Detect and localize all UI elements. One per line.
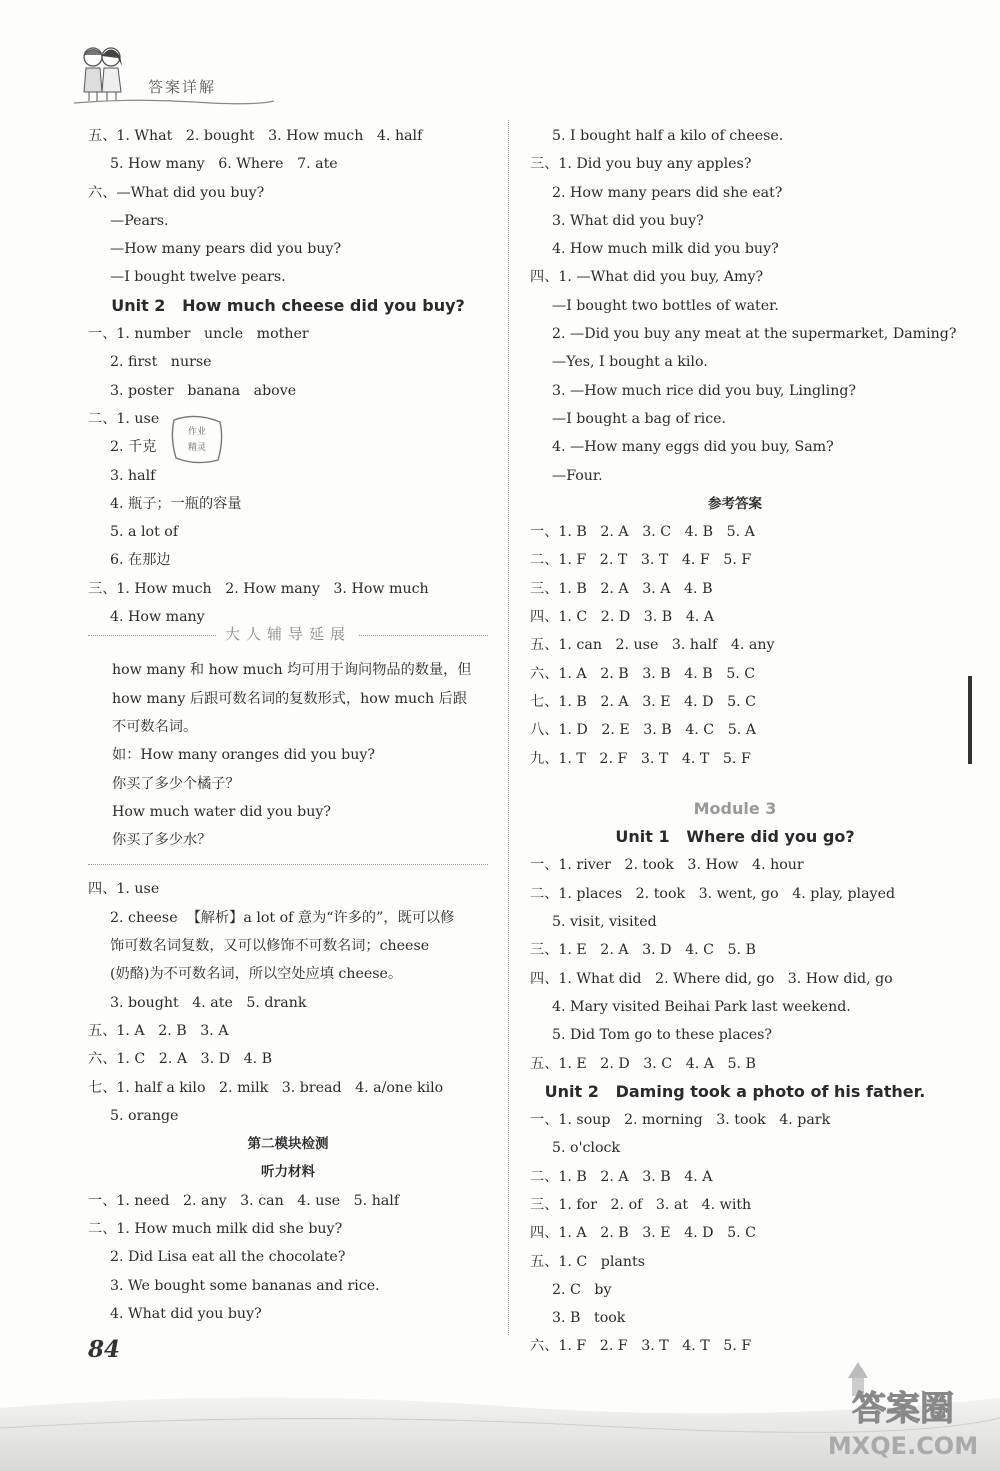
left-answers-bottom (88, 875, 488, 1328)
answer-line: Unit 2 How much cheese did you buy? (111, 295, 465, 315)
answer-line: 七、1. B 2. A 3. E 4. D 5. C (530, 693, 756, 710)
answer-line: 五、1. A 2. B 3. A (88, 1022, 229, 1039)
answer-line (530, 773, 940, 795)
answer-line: —How many pears did you buy? (110, 241, 342, 258)
answer-line: 饰可数名词复数，又可以修饰不可数名词；cheese (110, 938, 430, 955)
answer-line: 6. 在那边 (110, 552, 171, 569)
answer-line: 五、1. What 2. bought 3. How much 4. half (88, 128, 423, 144)
answer-line: 一、1. soup 2. morning 3. took 4. park (530, 1112, 831, 1129)
answer-line: 四、1. A 2. B 3. E 4. D 5. C (530, 1225, 756, 1242)
answer-line: 2. Did Lisa eat all the chocolate? (110, 1249, 346, 1266)
answer-line: 八、1. D 2. E 3. B 4. C 5. A (530, 722, 756, 739)
cartoon-kids-icon (78, 44, 126, 102)
answer-line: 5. o'clock (552, 1140, 621, 1157)
answer-line: 四、1. use (88, 881, 160, 898)
answer-line: 参考答案 (708, 495, 762, 512)
stamp-top-text: 作业 (187, 427, 207, 437)
answer-line: Module 3 (693, 798, 777, 818)
answer-line: 听力材料 (261, 1164, 315, 1181)
answer-line: 3. We bought some bananas and rice. (110, 1277, 380, 1294)
watermark-main: 答案圈 (852, 1389, 954, 1429)
answer-line: 一、1. number uncle mother (88, 326, 309, 343)
answer-line: 一、1. need 2. any 3. can 4. use 5. half (88, 1192, 400, 1209)
answer-line: 四、1. —What did you buy, Amy? (530, 269, 764, 286)
homework-stamp-icon (168, 410, 226, 468)
tip-title: 大人辅导延展 (217, 625, 359, 643)
answer-line: 六、1. C 2. A 3. D 4. B (88, 1051, 273, 1068)
answer-line: 三、1. How much 2. How many 3. How much (88, 580, 429, 597)
answer-line: 4. How many (110, 609, 205, 626)
answer-line: —I bought twelve pears. (110, 269, 286, 286)
answer-line: 5. Did Tom go to these places? (552, 1027, 773, 1044)
answer-line: 3. bought 4. ate 5. drank (110, 994, 307, 1011)
answer-line: 四、1. What did 2. Where did, go 3. How did, go (530, 970, 893, 987)
answer-line: —I bought a bag of rice. (552, 410, 727, 427)
answer-line: 4. What did you buy? (110, 1305, 262, 1322)
tip-line: 你买了多少水？ (112, 832, 212, 849)
answer-line: 二、1. places 2. took 3. went, go 4. play, played (530, 885, 896, 902)
answer-line: 四、1. C 2. D 3. B 4. A (530, 609, 715, 626)
tip-line: how many 后跟可数名词的复数形式，how much 后跟 (112, 690, 468, 707)
parent-tip-box (88, 625, 488, 865)
answer-line: 二、1. B 2. A 3. B 4. A (530, 1168, 713, 1185)
answer-line: 5. How many 6. Where 7. ate (110, 156, 338, 173)
tip-line: How much water did you buy? (112, 803, 331, 820)
answer-line: —Pears. (110, 212, 169, 229)
tip-line: how many 和 how much 均可用于询问物品的数量，但 (112, 662, 472, 679)
answer-line: 5. visit, visited (552, 914, 657, 931)
answer-line: 4. Mary visited Beihai Park last weekend. (552, 998, 851, 1015)
answer-line: 3. poster banana above (110, 382, 297, 399)
watermark-logo-icon (808, 1348, 998, 1464)
answer-line: 五、1. can 2. use 3. half 4. any (530, 637, 775, 654)
answer-line: 二、1. use (88, 410, 160, 427)
answer-line: (奶酪)为不可数名词，所以空处应填 cheese。 (110, 966, 403, 983)
answer-line: 5. orange (110, 1107, 179, 1124)
answer-line: 六、1. A 2. B 3. B 4. B 5. C (530, 665, 756, 682)
answer-line: 5. a lot of (110, 524, 179, 541)
answer-line: 2. first nurse (110, 354, 212, 371)
scan-edge-mark (968, 676, 972, 764)
answer-line: 二、1. F 2. T 3. T 4. F 5. F (530, 552, 752, 569)
answer-line: 五、1. E 2. D 3. C 4. A 5. B (530, 1055, 756, 1072)
answer-line: 一、1. B 2. A 3. C 4. B 5. A (530, 524, 755, 541)
answer-line: 4. How much milk did you buy? (552, 241, 779, 258)
answer-line: —Yes, I bought a kilo. (552, 354, 708, 371)
answer-line: 三、1. for 2. of 3. at 4. with (530, 1196, 752, 1213)
answer-line: 2. cheese 【解析】a lot of 意为“许多的”，既可以修 (110, 909, 455, 926)
answer-line: 5. I bought half a kilo of cheese. (552, 128, 784, 144)
left-column (88, 122, 488, 1328)
tip-line: 如：How many oranges did you buy? (112, 747, 375, 764)
column-divider (508, 120, 509, 1335)
answer-line: 4. —How many eggs did you buy, Sam? (552, 439, 834, 456)
answer-line: 三、1. Did you buy any apples? (530, 156, 752, 173)
tip-lines (88, 656, 488, 854)
page-number: 84 (88, 1336, 121, 1363)
header-title: 答案详解 (148, 78, 217, 96)
answer-line: 2. C by (552, 1281, 612, 1298)
answer-line: 3. —How much rice did you buy, Lingling? (552, 382, 857, 399)
answer-line: 九、1. T 2. F 3. T 4. T 5. F (530, 750, 751, 767)
page-header (70, 40, 270, 110)
watermark-sub: MXQE.COM (827, 1432, 979, 1460)
answer-line: 六、—What did you buy? (88, 184, 265, 201)
answer-line: 2. 千克 (110, 439, 157, 456)
header-swoosh (74, 98, 274, 106)
stamp-bottom-text: 精灵 (187, 443, 207, 453)
answer-line: 一、1. river 2. took 3. How 4. hour (530, 857, 804, 874)
answer-line: 二、1. How much milk did she buy? (88, 1220, 343, 1237)
answer-line: 4. 瓶子；一瓶的容量 (110, 495, 242, 512)
answer-line: 2. How many pears did she eat? (552, 184, 783, 201)
answer-line: 三、1. E 2. A 3. D 4. C 5. B (530, 942, 756, 959)
right-answers (530, 122, 957, 1361)
site-watermark (808, 1348, 998, 1464)
answer-line: 五、1. C plants (530, 1253, 646, 1270)
answer-line: —Four. (552, 467, 603, 484)
answer-line: Unit 2 Daming took a photo of his father. (544, 1081, 926, 1101)
answer-line: 3. What did you buy? (552, 212, 704, 229)
tip-line: 你买了多少个橘子？ (112, 775, 240, 792)
answer-line: —I bought two bottles of water. (552, 297, 779, 314)
answer-line: 2. —Did you buy any meat at the supermarket, Daming? (552, 326, 957, 343)
answer-line: Unit 1 Where did you go? (615, 827, 855, 847)
right-column (530, 122, 957, 1361)
answer-line: 六、1. F 2. F 3. T 4. T 5. F (530, 1338, 752, 1355)
answer-line: 三、1. B 2. A 3. A 4. B (530, 580, 713, 597)
answer-line: 3. B took (552, 1310, 626, 1327)
answer-line: 第二模块检测 (247, 1136, 329, 1153)
left-answers-top (88, 122, 488, 631)
answer-line: 3. half (110, 467, 156, 484)
answer-line: 七、1. half a kilo 2. milk 3. bread 4. a/one kilo (88, 1079, 444, 1096)
tip-line: 不可数名词。 (112, 718, 198, 735)
